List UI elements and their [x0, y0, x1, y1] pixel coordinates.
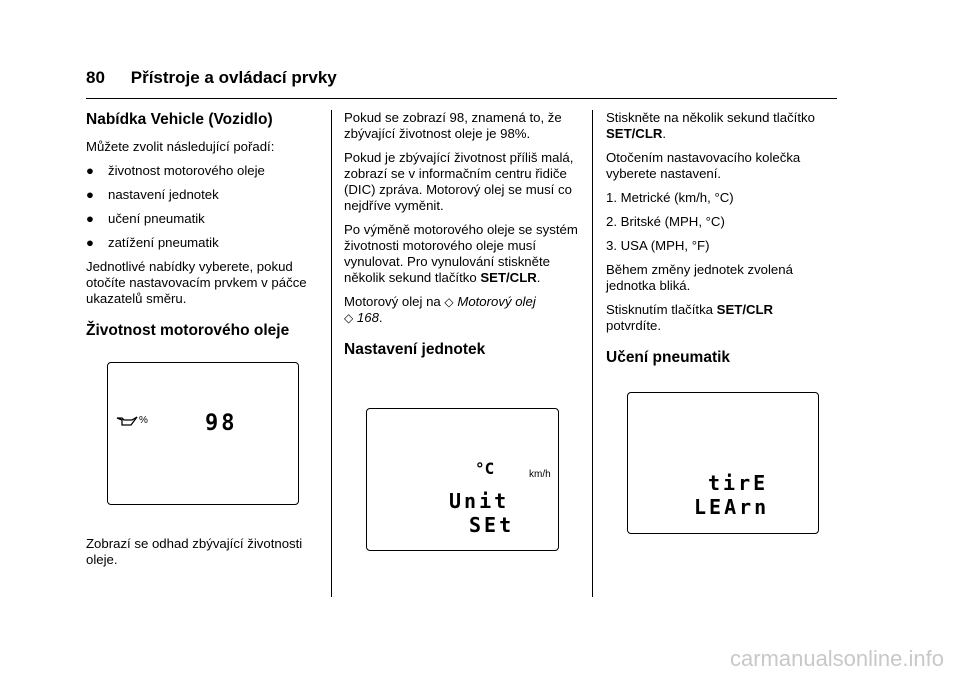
learn-line: LEArn: [694, 495, 770, 519]
list-item: ● nastavení jednotek: [86, 187, 219, 202]
list-item: ● životnost motorového oleje: [86, 163, 265, 178]
paragraph: Stisknutím tlačítka SET/CLR potvrdíte.: [606, 302, 774, 333]
watermark: carmanualsonline.info: [729, 646, 944, 671]
page-header: [86, 68, 337, 88]
reference-page[interactable]: 168: [356, 310, 379, 325]
header-rule: [86, 98, 837, 99]
paragraph: Pokud je zbývající životnost příliš malá, zobrazí se v informačním centru řidiče (DIC) zpráva. Motorový olej se musí co nejdříve vyměnit.: [344, 150, 574, 213]
tire-learn-heading: Učení pneumatik: [606, 349, 731, 366]
paragraph: Stiskněte na několik sekund tlačítko SET/CLR.: [606, 110, 815, 141]
cross-reference: Motorový olej na ◇ Motorový olej ◇ 168.: [344, 294, 536, 325]
column-2: [344, 110, 580, 369]
tire-learn-display: [627, 392, 819, 534]
percent-label: %: [139, 415, 148, 426]
reference-icon: ◇: [444, 295, 454, 309]
list-item: 3. USA (MPH, °F): [606, 238, 710, 253]
intro-text: Můžete zvolit následující pořadí:: [86, 139, 275, 154]
temp-unit: °C: [475, 459, 495, 478]
list-item: ● učení pneumatik: [86, 211, 205, 226]
menu-select-text: Jednotlivé nabídky vyberete, pokud otočíte nastavovacím prvkem v páčce ukazatelů směru.: [86, 259, 307, 306]
units-display: [366, 408, 559, 551]
paragraph: Během změny jednotek zvolená jednotka bliká.: [606, 262, 793, 293]
oil-life-heading: Životnost motorového oleje: [86, 322, 290, 339]
oil-life-caption: Zobrazí se odhad zbývající životnosti oleje.: [86, 536, 303, 567]
unit-line: Unit: [449, 489, 510, 513]
column-1: [86, 110, 318, 350]
paragraph: Pokud se zobrazí 98, znamená to, že zbývající životnost oleje je 98%.: [344, 110, 562, 141]
oil-life-display: [107, 362, 299, 505]
tire-line: tirE: [708, 471, 769, 495]
oil-life-value: 98: [205, 411, 238, 436]
vehicle-menu-heading: Nabídka Vehicle (Vozidlo): [86, 111, 273, 128]
set-line: SEt: [469, 513, 515, 537]
list-item: ● zatížení pneumatik: [86, 235, 219, 250]
list-item: 2. Britské (MPH, °C): [606, 214, 725, 229]
list-item: 1. Metrické (km/h, °C): [606, 190, 734, 205]
reference-link[interactable]: Motorový olej: [457, 294, 536, 309]
section-title: Přístroje a ovládací prvky: [130, 68, 337, 87]
paragraph: Otočením nastavovacího kolečka vyberete nastavení.: [606, 150, 801, 181]
paragraph: Po výměně motorového oleje se systém životnosti motorového oleje musí vynulovat. Pro vynulování stiskněte několik sekund tlačítko SET/CLR.: [344, 222, 578, 285]
column-3: [606, 110, 842, 377]
speed-unit: km/h: [529, 469, 551, 480]
reference-icon: ◇: [344, 311, 354, 325]
column-divider: [331, 110, 332, 597]
page-number: 80: [86, 68, 105, 87]
units-heading: Nastavení jednotek: [344, 341, 486, 358]
oil-can-icon: [116, 415, 138, 427]
column-divider: [592, 110, 593, 597]
